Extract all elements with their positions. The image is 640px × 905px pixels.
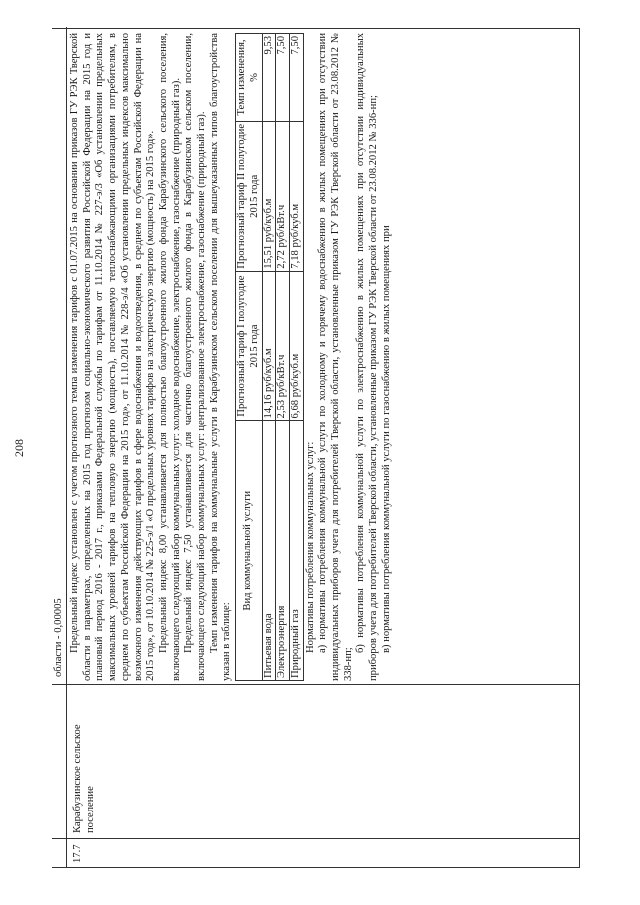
- paragraph: Предельный индекс установлен с учетом прогнозного темпа изменения тарифов с 01.07.2015 на основании приказов ГУ РЭК Тверской области в параметрах, определенных на 2015 год прогнозом социально-экономического развития Российской Федерации на 2015 год и плановый период 2016 - 2017 г., приказами Федеральной службы по тарифам от 11.10.2014 № 227-э/3 «Об установлении предельных максимальных уровней тарифов на тепловую энергию (мощность), поставляемую теплоснабжающими организациями потребителям, в среднем по субъектам Российской Федерации на 2015 год», от 11.10.2014 № 228-э/4 «Об установлении предельных индексов максимально возможного изменения действующих тарифов в сфере водоснабжения и водоотведения, в среднем по субъектам Российской Федерации на 2015 год», от 10.10.2014 № 225-э/1 «О предельных уровнях тарифов на электрическую энергию (мощность) на 2015 год».: [69, 33, 157, 681]
- table-cell: Электроэнергия: [276, 421, 290, 681]
- rotated-document-sheet: [12, 28, 580, 868]
- table-cell: Природный газ: [289, 421, 303, 681]
- table-cell: 7,50: [276, 34, 290, 122]
- table-cell: Питьевая вода: [262, 421, 276, 681]
- table-frame: [52, 28, 580, 868]
- norms-heading: Нормативы потребления коммунальных услуг:: [304, 441, 316, 653]
- row-content: [69, 33, 394, 681]
- paragraph: Предельный индекс 8,00 устанавливается для полностью благоустроенного жилого фонда Карабузинского сельского поселения, включающего следующий набор коммунальных услуг: холодное водоснабжение, электроснабжение, газоснабжение (природный газ).: [157, 33, 182, 681]
- table-row: [289, 34, 303, 681]
- tariff-table: [235, 33, 304, 681]
- norm-item: в) нормативы потребления коммунальной услуги по газоснабжению в жилых помещениях при: [380, 225, 392, 653]
- page-number: 208: [12, 439, 26, 457]
- previous-row-tail: [52, 27, 67, 867]
- paragraph: Темп изменения тарифов на коммунальные услуги в Карабузинском сельском поселении для вышеуказанных типов благоустройства указан в таблице:: [208, 33, 233, 681]
- norm-item: а) нормативы потребления коммунальной услуги по холодному и горячему водоснабжению в жилых помещениях при отсутствии индивидуальных приборов учета для потребителей Тверской области, установленные приказом ГУ РЭК Тверской области от 23.08.2012 № 338-нп;: [317, 33, 354, 681]
- header-cell: Прогнозный тариф I полугодие 2015 года: [236, 271, 262, 421]
- header-cell: Вид коммунальной услуги: [236, 421, 262, 681]
- column-divider: [52, 838, 579, 839]
- table-cell: 14,16 руб/куб.м: [262, 271, 276, 421]
- table-row: [276, 34, 290, 681]
- table-header-row: [236, 34, 262, 681]
- header-cell: Темп изменения, %: [236, 34, 262, 122]
- header-cell: Прогнозный тариф II полугодие 2015 года: [236, 121, 262, 271]
- table-cell: 7,50: [289, 34, 303, 122]
- table-cell: 9,53: [262, 34, 276, 122]
- row-number: 17.7: [72, 844, 83, 863]
- previous-row-text: области - 0,00005: [53, 598, 64, 677]
- table-cell: 2,53 руб/кВт.ч: [276, 271, 290, 421]
- table-row: [262, 34, 276, 681]
- settlement-name: Карабузинское сельское поселение: [72, 724, 96, 833]
- paragraph: Предельный индекс 7,50 устанавливается для частично благоустроенного жилого фонда в Карабузинском сельском поселении, включающего следующий набор коммунальных услуг: централизованное электроснабжение, газоснабжение (природный газ).: [183, 33, 208, 681]
- table-cell: 6,68 руб/куб.м: [289, 271, 303, 421]
- norm-item: б) нормативы потребления коммунальной услуги по электроснабжению в жилых помещениях при отсутствии индивидуальных приборов учета для потребителей Тверской области, установленные приказом ГУ РЭК Тверской области от 23.08.2012 № 336-нп;: [355, 33, 380, 681]
- column-divider: [52, 684, 579, 685]
- table-cell: 2,72 руб/кВт.ч: [276, 121, 290, 271]
- table-cell: 7,18 руб/куб.м: [289, 121, 303, 271]
- table-cell: 15,51 руб/куб.м: [262, 121, 276, 271]
